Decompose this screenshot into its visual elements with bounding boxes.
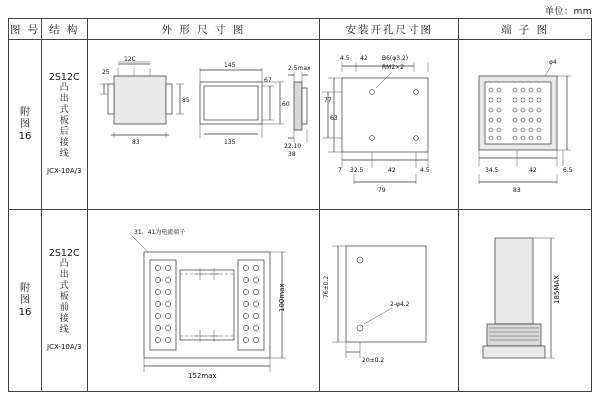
header-outline: 外 形 尺 寸 图 [87, 19, 320, 40]
svg-text:76±0.2: 76±0.2 [323, 275, 331, 298]
svg-text:RM2×2: RM2×2 [382, 63, 405, 71]
spec-table [8, 18, 592, 392]
svg-text:7: 7 [338, 166, 343, 174]
svg-text:42: 42 [529, 166, 537, 174]
svg-text:83: 83 [513, 186, 521, 194]
table-row [9, 210, 592, 392]
svg-text:77: 77 [324, 96, 332, 104]
structure-text-2: 凸 出 式 板 前 接 线 [59, 259, 69, 335]
svg-text:25: 25 [101, 68, 110, 76]
cell-structure-2 [41, 210, 87, 392]
header-mounting: 安装开孔尺寸图 [320, 19, 459, 40]
svg-text:60: 60 [281, 100, 290, 108]
cell-outline-1 [87, 40, 320, 210]
table-row [9, 40, 592, 210]
svg-text:79: 79 [378, 186, 386, 194]
mounting-drawing-1 [320, 42, 456, 208]
svg-text:2-φ4.2: 2-φ4.2 [390, 300, 410, 308]
svg-text:100max: 100max [277, 282, 286, 312]
svg-text:38: 38 [287, 150, 296, 158]
unit-note: 单位：mm [544, 7, 592, 17]
svg-text:4.5: 4.5 [420, 166, 430, 174]
fig-no-label-1: 附 图 16 [18, 106, 32, 142]
structure-code-1: 2S12C [48, 72, 80, 84]
table-header-row [9, 19, 592, 40]
svg-text:63: 63 [330, 114, 338, 122]
svg-text:6.5: 6.5 [563, 166, 573, 174]
svg-text:22.10: 22.10 [283, 142, 301, 150]
cell-terminal-2 [459, 210, 592, 392]
svg-text:20±0.2: 20±0.2 [362, 356, 385, 364]
svg-text:32.5: 32.5 [350, 166, 364, 174]
header-terminal: 端 子 图 [459, 19, 592, 40]
svg-text:2.5max: 2.5max [287, 64, 311, 72]
outline-drawing-1 [88, 42, 318, 208]
svg-text:12C: 12C [123, 55, 136, 63]
cell-fig-no-2 [9, 210, 42, 392]
svg-text:83: 83 [131, 138, 140, 146]
svg-text:152max: 152max [187, 371, 217, 380]
cell-outline-2 [87, 210, 320, 392]
svg-text:4.5: 4.5 [340, 54, 350, 62]
svg-text:67: 67 [263, 76, 272, 84]
structure-code-2: 2S12C [48, 248, 80, 259]
structure-footnote-1: JCX-10A/3 [47, 167, 82, 176]
mounting-drawing-2 [320, 212, 456, 390]
svg-text:34.5: 34.5 [485, 166, 499, 174]
terminal-drawing-1 [459, 42, 589, 208]
svg-text:42: 42 [360, 54, 368, 62]
cell-fig-no-1 [9, 40, 42, 210]
cell-terminal-1 [459, 40, 592, 210]
svg-text:B6(φ3.2): B6(φ3.2) [382, 54, 409, 62]
current-terminal-note: 31、41为电流端子 [133, 228, 185, 236]
header-structure: 结 构 [41, 19, 87, 40]
terminal-drawing-2 [459, 212, 589, 390]
outline-drawing-2 [88, 212, 318, 390]
svg-text:145: 145 [223, 61, 235, 69]
svg-text:85: 85 [181, 96, 190, 104]
fig-no-label-2: 附 图 16 [18, 282, 32, 318]
svg-text:φ4: φ4 [549, 58, 557, 66]
cell-mounting-2 [320, 210, 459, 392]
cell-structure-1 [41, 40, 87, 210]
svg-text:135: 135 [223, 138, 235, 146]
structure-footnote-2: JCX-10A/3 [47, 343, 82, 351]
structure-text-1: 凸 出 式 板 后 接 线 [59, 83, 69, 160]
svg-text:42: 42 [388, 166, 396, 174]
header-fig-no: 图 号 [9, 19, 42, 40]
cell-mounting-1 [320, 40, 459, 210]
svg-text:185MAX: 185MAX [553, 274, 562, 304]
